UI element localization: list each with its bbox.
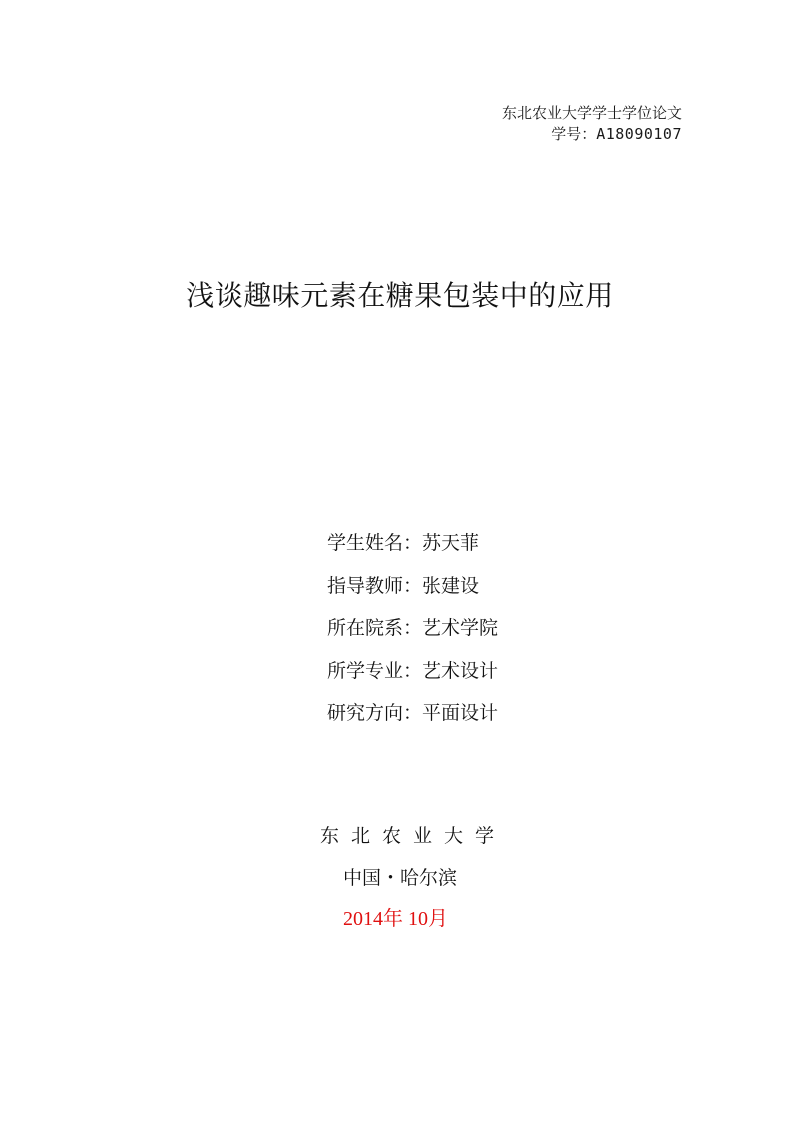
info-row-college	[327, 615, 498, 641]
submission-date: 2014年 10月	[343, 908, 448, 930]
student-name-label: 学生姓名：	[327, 532, 423, 554]
thesis-type-label: 东北农业大学学士学位论文	[501, 104, 682, 122]
university-name: 东北农业大学	[320, 825, 507, 847]
thesis-title: 浅谈趣味元素在糖果包装中的应用	[186, 279, 614, 312]
major-label: 所学专业：	[327, 659, 423, 682]
advisor-value: 张建设	[422, 574, 480, 597]
location-text: 中国・哈尔滨	[343, 867, 458, 889]
student-name-value: 苏天菲	[422, 532, 480, 554]
college-value: 艺术学院	[422, 617, 499, 639]
info-row-direction	[327, 700, 498, 726]
header-block	[502, 103, 682, 145]
direction-value: 平面设计	[422, 702, 499, 724]
major-value: 艺术设计	[422, 659, 499, 682]
student-info-block	[327, 530, 498, 743]
student-id-line	[502, 124, 682, 145]
advisor-label: 指导教师：	[327, 574, 423, 597]
student-id-label: 学号：	[551, 125, 597, 143]
direction-label: 研究方向：	[327, 702, 423, 724]
info-row-advisor	[327, 573, 498, 599]
student-id-value: A18090107	[596, 125, 682, 143]
info-row-student-name	[327, 530, 498, 556]
college-label: 所在院系：	[327, 617, 423, 639]
info-row-major	[327, 658, 498, 684]
